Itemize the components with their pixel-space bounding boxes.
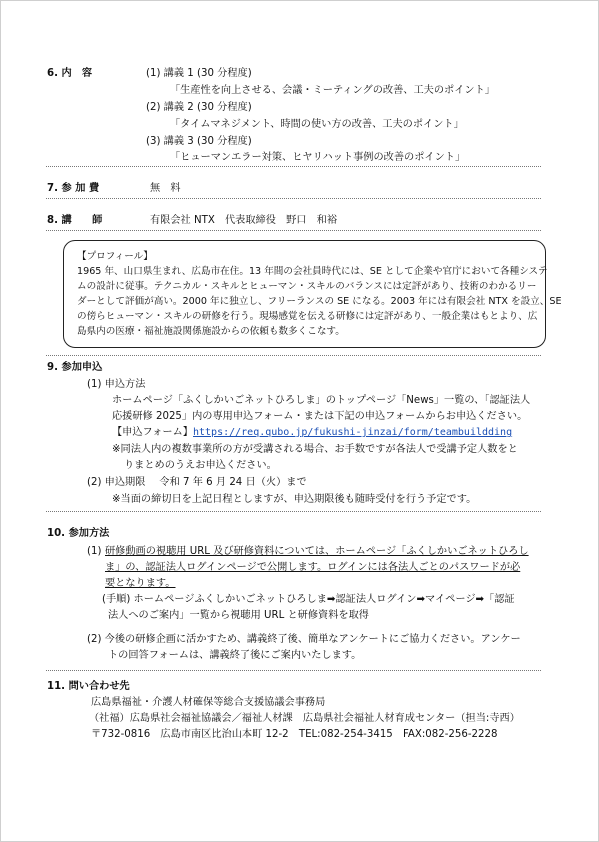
lecture-3-topic: 「ヒューマンエラー対策、ヒヤリハット事例の改善のポイント」 [170, 152, 466, 163]
fee-value: 無 料 [150, 183, 181, 194]
apply-form-row [112, 426, 512, 440]
divider [46, 670, 541, 671]
participation-item-1-number: (1) [87, 546, 102, 557]
apply-form-label: 【申込フォーム】 [112, 427, 193, 438]
participation-item-1-text: 研修動画の視聴用 URL 及び研修資料については、ホームページ「ふくしかいごネットひろし [105, 546, 529, 557]
lecture-2-topic: 「タイムマネジメント、時間の使い方の改善、工夫のポイント」 [170, 119, 464, 130]
apply-note: りまとめのうえお申込ください。 [124, 460, 277, 471]
profile-line: 島県内の医療・福祉施設関係施設からの依頼も数多くこなす。 [77, 326, 345, 337]
lecturer-value: 有限会社 NTX 代表取締役 野口 和裕 [150, 215, 338, 226]
deadline-note: ※当面の締切日を上記日程としますが、申込期限後も随時受付を行う予定です。 [112, 494, 477, 505]
apply-method-text: 応援研修 2025」内の専用申込フォーム・または下記の申込フォームからお申込ください。 [112, 411, 528, 422]
contact-line: （社福）広島県社会福祉協議会／福祉人材課 広島県社会福祉人材育成センター（担当:寺西） [89, 713, 520, 724]
participation-item-2-text: (2) 今後の研修企画に活かすため、講義終了後、簡単なアンケートにご協力ください。アンケー [87, 634, 521, 645]
lecture-2-label: (2) 講義 2 (30 分程度) [146, 102, 252, 113]
divider [46, 166, 541, 167]
participation-item-2-text: トの回答フォームは、講義終了後にご案内いたします。 [108, 650, 362, 661]
deadline-value: 令和 7 年 6 月 24 日（火）まで [159, 477, 307, 488]
procedure-text: (手順) ホームページふくしかいごネットひろしま➡認証法人ログイン➡マイページ➡「認証 [102, 594, 515, 605]
deadline-row [87, 476, 307, 490]
profile-line: ムの設計に従事。テクニカル・スキルとヒューマン・スキルのバランスには定評があり、技術のわかるリー [77, 281, 537, 292]
section-11-heading: 11. 問い合わせ先 [47, 681, 130, 692]
lecture-3-label: (3) 講義 3 (30 分程度) [146, 136, 252, 147]
profile-line: の傍らヒューマン・スキルの研修を行う。現場感覚を伝える研修には定評があり、一般企業はもとより、広 [77, 311, 538, 322]
section-6-heading: 6. 内 容 [47, 68, 93, 79]
divider [46, 198, 541, 199]
contact-line: 広島県福祉・介護人材確保等総合支援協議会事務局 [91, 697, 326, 708]
section-8-heading: 8. 講 師 [47, 215, 103, 226]
profile-line: ダーとして評価が高い。2000 年に独立し、フリーランスの SE になる。2003 年には有限会社 NTX を設立、SE [77, 296, 562, 307]
apply-method-text: ホームページ「ふくしかいごネットひろしま」のトップページ「News」一覧の、「認証法人 [112, 395, 531, 406]
apply-note: ※同法人内の複数事業所の方が受講される場合、お手数ですが各法人で受講予定人数をと [112, 444, 518, 455]
procedure-text: 法人へのご案内」一覧から視聴用 URL と研修資料を取得 [108, 610, 369, 621]
section-9-heading: 9. 参加申込 [47, 362, 103, 373]
divider [46, 511, 541, 512]
lecture-1-topic: 「生産性を向上させる、会議・ミーティングの改善、工夫のポイント」 [170, 85, 495, 96]
apply-method-label: (1) 申込方法 [87, 379, 146, 390]
section-10-heading: 10. 参加方法 [47, 528, 110, 539]
profile-title: 【プロフィール】 [77, 251, 153, 262]
apply-form-link[interactable]: https://req.qubo.jp/fukushi-jinzai/form/teambuildding [193, 427, 513, 438]
section-7-heading: 7. 参 加 費 [47, 183, 100, 194]
participation-item-1-text: 要となります。 [105, 578, 176, 589]
lecture-1-label: (1) 講義 1 (30 分程度) [146, 68, 252, 79]
divider [46, 355, 541, 356]
participation-item-1-text: ま」の、認証法人ログインページで公開します。ログインには各法人ごとのパスワードが必 [105, 562, 521, 573]
deadline-label: (2) 申込期限 [87, 477, 146, 488]
contact-line: 〒732-0816 広島市南区比治山本町 12-2 TEL:082-254-3415 FAX:082-256-2228 [91, 729, 498, 740]
profile-line: 1965 年、山口県生まれ、広島市在住。13 年間の会社員時代には、SE として企業や官庁において各種システ [77, 266, 548, 277]
divider [46, 230, 541, 231]
